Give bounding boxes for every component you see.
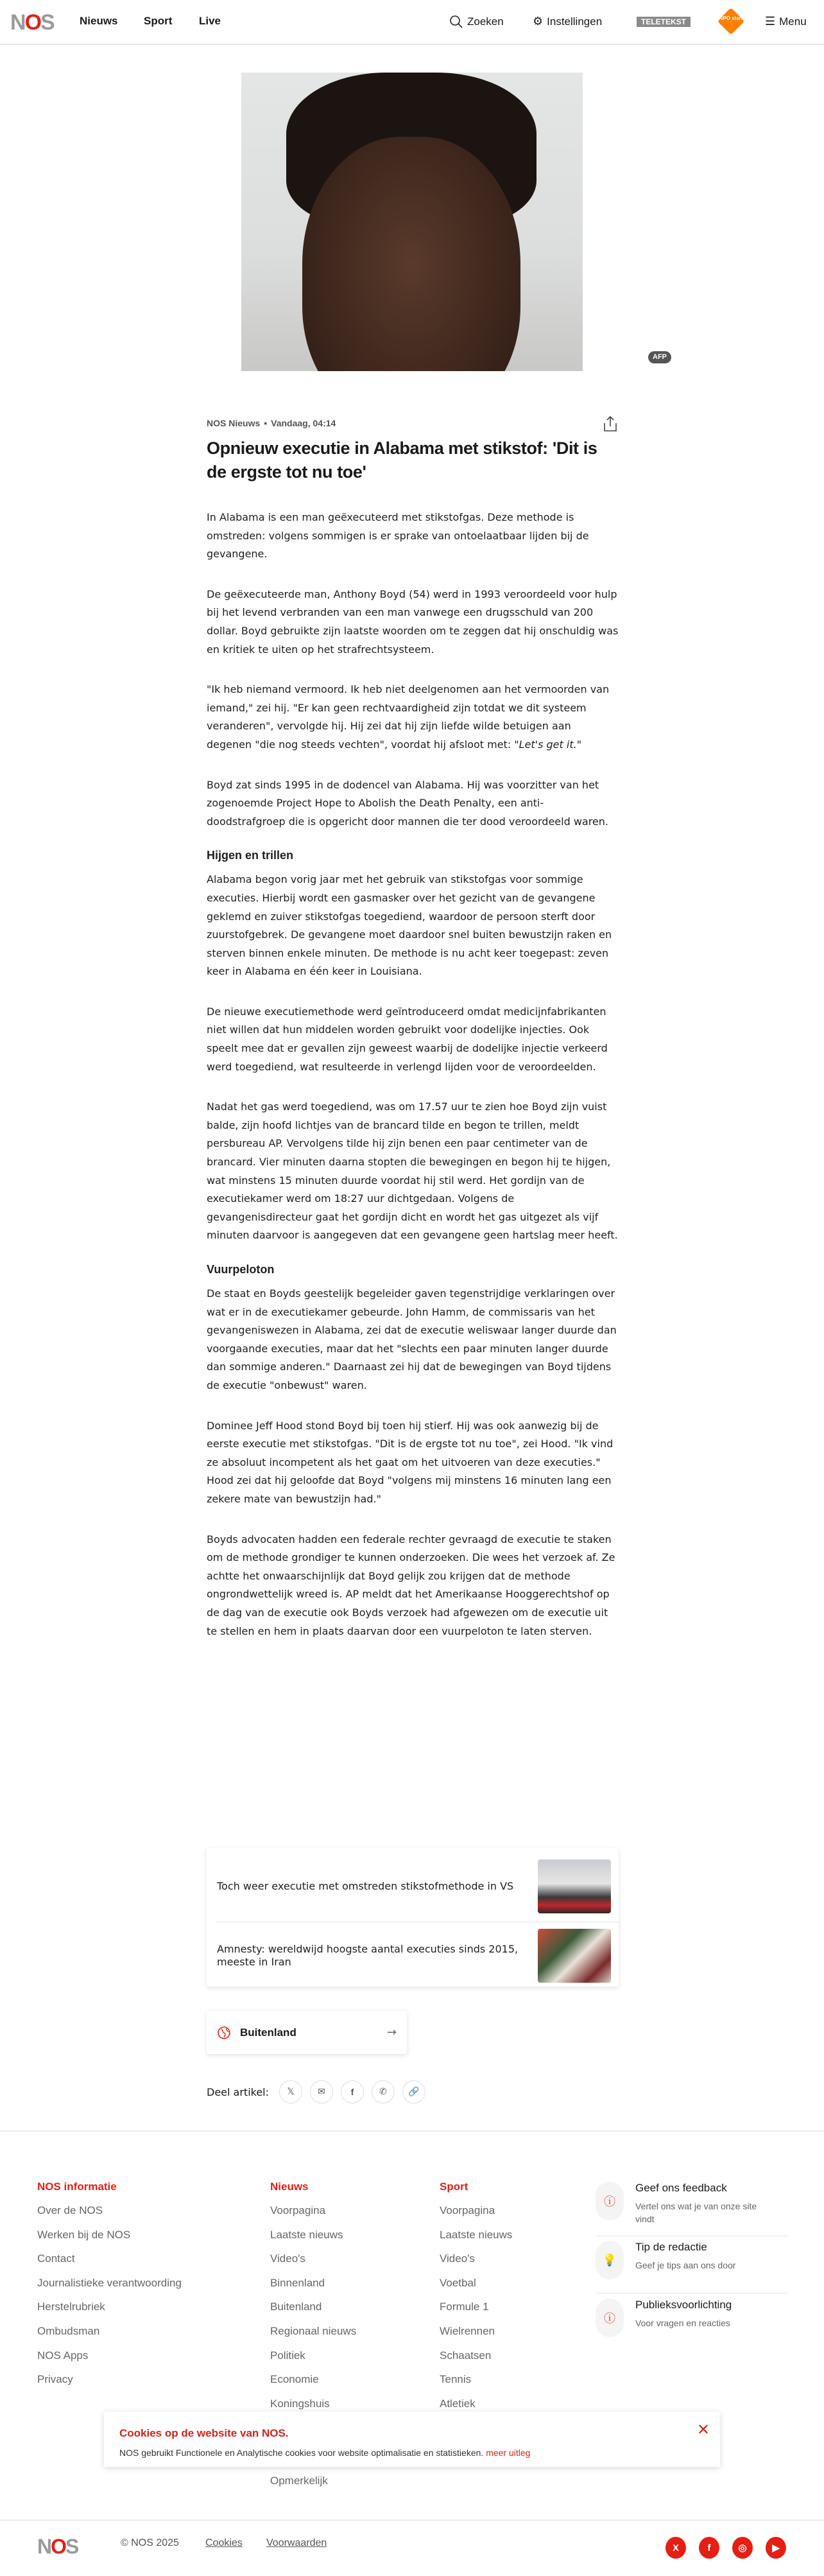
nav-sport[interactable]: Sport xyxy=(144,15,173,27)
quote-end: " xyxy=(576,738,582,751)
share-label: Deel artikel: xyxy=(207,2085,270,2098)
link-icon: 🔗 xyxy=(408,2087,420,2097)
footer-link[interactable]: Voetbal xyxy=(440,2276,476,2289)
footer-link[interactable]: Formule 1 xyxy=(440,2301,489,2313)
menu-label: Menu xyxy=(779,15,807,28)
globe-icon xyxy=(217,2026,231,2040)
footer-link[interactable]: Politiek xyxy=(270,2349,305,2362)
feedback-link[interactable] xyxy=(596,2182,814,2225)
cookie-banner xyxy=(104,2412,720,2467)
paragraph: Boyd zat sinds 1995 in de dodencel van Alabama. Hij was voorzitter van het zogenoemde Project Hope to Abolish the Death Penalty, een anti-doodstrafgroep die is opgericht door mannen die ter dood veroordeeld waren. xyxy=(207,778,608,828)
paragraph: Boyds advocaten hadden een federale rechter gevraagd de executie te staken om de methode grondiger te kunnen onderzoeken. Die wees het verzoek af. Ze achtte het onwaarschijnlijk dat Boyd gelijk zou krijgen dat de methode ongrondwettelijk wreed is. AP meldt dat het Amerikaanse Hooggerechtshof op de dag van de executie ook Boyds verzoek had afgewezen om de executie uit te stellen en hem in plaats daarvan door een vuurpeloton te laten sterven. xyxy=(207,1533,615,1637)
site-header xyxy=(0,0,824,45)
quote-italic: Let's get it. xyxy=(519,738,577,751)
footer-link[interactable]: Binnenland xyxy=(270,2276,325,2289)
nav-nieuws[interactable]: Nieuws xyxy=(80,15,118,27)
publieks-sub: Voor vragen en reacties xyxy=(635,2318,730,2328)
footer-link[interactable]: Regionaal nieuws xyxy=(270,2324,357,2337)
article-photo xyxy=(241,73,583,371)
whatsapp-icon: ✆ xyxy=(379,2087,387,2097)
settings-label: Instellingen xyxy=(547,15,603,28)
related-thumbnail xyxy=(538,1929,611,1983)
lightbulb-icon: 💡 xyxy=(596,2241,624,2279)
article-body xyxy=(207,509,619,1662)
footer-link[interactable]: Buitenland xyxy=(270,2301,322,2313)
share-icon[interactable] xyxy=(602,415,619,433)
arrow-right-icon: → xyxy=(386,2026,397,2039)
footer-link[interactable]: Herstelrubriek xyxy=(37,2301,105,2313)
share-facebook-button[interactable] xyxy=(341,2080,364,2103)
footer-link[interactable]: Ombudsman xyxy=(37,2324,100,2337)
footer-link[interactable]: Voorpagina xyxy=(440,2204,495,2216)
paragraph: De nieuwe executiemethode werd geïntroduceerd omdat medicijnfabrikanten niet willen dat hun middelen worden gebruikt voor dodelijke injecties. Ook speelt mee dat er gevallen zijn geweest waarbij de dodelijke injectie verkeerd werd toegediend, wat resulteerde in verlengd lijden voor de veroordeelden. xyxy=(207,1005,608,1073)
related-title: Toch weer executie met omstreden stikstofmethode in VS xyxy=(217,1880,514,1892)
footer-link[interactable]: Tennis xyxy=(440,2373,472,2386)
terms-link[interactable]: Voorwaarden xyxy=(266,2537,327,2548)
footer-col-sport xyxy=(440,2180,512,2421)
related-thumbnail xyxy=(538,1859,611,1913)
footer-link[interactable]: Economie xyxy=(270,2373,319,2386)
footer-link[interactable]: NOS Apps xyxy=(37,2349,89,2362)
feedback-icon: ⓘ xyxy=(596,2182,624,2220)
paragraph: Dominee Jeff Hood stond Boyd bij toen hij stierf. Hij was ook aanwezig bij de eerste executie met stikstofgas. "Dit is de ergste tot nu toe", zei Hood. "Ik vind ze absoluut incompetent als het gaat om het uitvoeren van deze executies." Hood zei dat hij geloofde dat Boyd "volgens mij minstens 16 minuten lang een zekere mate van bewustzijn had." xyxy=(207,1419,614,1505)
cookie-text: NOS gebruikt Functionele en Analytische cookies voor website optimalisatie en statistieken. xyxy=(119,2448,484,2458)
cookie-title: Cookies op de website van NOS. xyxy=(119,2427,289,2439)
publieks-title: Publieksvoorlichting xyxy=(635,2299,732,2311)
paragraph: Alabama begon vorig jaar met het gebruik van stikstofgas voor sommige executies. Hierbij wordt een gasmasker over het gezicht van de gevangene geklemd en zuiver stikstofgas toegediend, waardoor de persoon sterft door zuurstofgebrek. De gevangene moet daardoor snel buiten bewustzijn raken en sterven binnen enkele minuten. De methode is nu acht keer toegepast: zeven keer in Alabama en één keer in Louisiana. xyxy=(207,873,612,978)
footer-link[interactable]: Atletiek xyxy=(440,2397,476,2410)
related-articles xyxy=(207,1848,619,1987)
x-social-icon[interactable]: X xyxy=(665,2537,686,2559)
copyright: © NOS 2025 xyxy=(121,2537,179,2548)
footer-link[interactable]: Video's xyxy=(440,2252,475,2265)
cookie-text-row xyxy=(119,2448,705,2458)
npo-diamond xyxy=(717,8,744,35)
cookies-link[interactable]: Cookies xyxy=(205,2537,243,2548)
footer-heading: Sport xyxy=(440,2180,468,2193)
share-bar xyxy=(207,2080,433,2103)
paragraph: De geëxecuteerde man, Anthony Boyd (54) werd in 1993 veroordeeld voor hulp bij het levend verbranden van een man vanwege een drugsschuld van 200 dollar. Boyd gebruikte zijn laatste woorden om te zeggen dat hij onschuldig was en kritiek te uiten op het strafrechtsysteem. xyxy=(207,587,619,656)
footer-link[interactable]: Laatste nieuws xyxy=(270,2228,343,2241)
settings-button[interactable] xyxy=(533,15,602,28)
nos-logo[interactable]: NOS xyxy=(10,10,54,35)
cookie-more-link[interactable]: meer uitleg xyxy=(486,2448,531,2458)
article-time: Vandaag, 04:14 xyxy=(271,418,336,428)
footer-link[interactable]: Schaatsen xyxy=(440,2349,492,2362)
x-icon: 𝕏 xyxy=(287,2087,295,2097)
menu-button[interactable] xyxy=(765,15,807,28)
close-icon[interactable]: ✕ xyxy=(696,2421,710,2439)
publieksvoorlichting-link[interactable] xyxy=(596,2299,814,2337)
tip-sub: Geef je tips aan ons door xyxy=(635,2260,736,2270)
section-heading: Hijgen en trillen xyxy=(207,849,294,862)
feedback-sub: Vertel ons wat je van onze site vindt xyxy=(635,2201,757,2224)
article-title: Opnieuw executie in Alabama met stikstof: 'Dit is de ergste tot nu toe' xyxy=(207,439,597,482)
quote-text: "Ik heb niemand vermoord. Ik heb niet deelgenomen aan het vermoorden van iemand," zei hij. "Er kan geen rechtvaardigheid zijn totdat we dit systeem veranderen", vervolgde hij. Hij zei dat hij zijn liefde wilde betuigen aan degenen "die nog steeds vechten", voordat hij afsloot met: " xyxy=(207,683,610,751)
footer-col-nieuws xyxy=(270,2180,356,2421)
search-label: Zoeken xyxy=(467,15,504,28)
search-icon xyxy=(449,15,463,29)
tip-title: Tip de redactie xyxy=(635,2241,707,2253)
paragraph: De staat en Boyds geestelijk begeleider gaven tegenstrijdige verklaringen over wat er in de executiekamer gebeurde. John Hamm, de commissaris van het gevangeniswezen in Alabama, zei dat de executie weliswaar langer duurde dan voorgaande executies, maar dat het "slechts een paar minuten langer duurde dan sommige anderen." Daarnaast zei hij dat de bewegingen van Boyd tijdens de executie "onbewust" waren. xyxy=(207,1287,617,1391)
footer-bottom-divider xyxy=(0,2519,824,2521)
facebook-social-icon[interactable]: f xyxy=(699,2537,719,2559)
search-button[interactable] xyxy=(449,15,504,29)
npo-start-logo[interactable] xyxy=(718,8,744,34)
share-email-button[interactable] xyxy=(310,2080,333,2103)
nav-live[interactable]: Live xyxy=(199,15,221,27)
copy-link-button[interactable] xyxy=(402,2080,425,2103)
info-icon: ⓘ xyxy=(596,2299,624,2337)
mail-icon: ✉ xyxy=(318,2087,325,2097)
footer-link[interactable]: Koningshuis xyxy=(270,2397,330,2410)
topic-label: Buitenland xyxy=(240,2026,296,2039)
related-article-link[interactable] xyxy=(217,1922,619,1989)
photo-face xyxy=(302,137,520,371)
topic-buitenland-link[interactable] xyxy=(207,2011,407,2054)
share-whatsapp-button[interactable] xyxy=(372,2080,395,2103)
instagram-social-icon[interactable]: ◎ xyxy=(732,2537,753,2559)
paragraph xyxy=(207,681,619,754)
meta-separator: • xyxy=(264,418,268,428)
related-article-link[interactable] xyxy=(217,1853,619,1920)
footer-link[interactable]: Wielrennen xyxy=(440,2324,495,2337)
teletekst-link[interactable]: TELETEKST xyxy=(637,17,691,27)
section-heading: Vuurpeloton xyxy=(207,1263,275,1276)
hamburger-icon: ☰ xyxy=(765,15,776,28)
article-source: NOS Nieuws xyxy=(207,418,261,428)
related-title: Amnesty: wereldwijd hoogste aantal executies sinds 2015, meeste in Iran xyxy=(217,1943,519,1968)
footer-col-nos-informatie xyxy=(37,2180,182,2398)
share-x-button[interactable] xyxy=(279,2080,302,2103)
youtube-social-icon[interactable]: ▶ xyxy=(766,2537,786,2559)
footer-link[interactable]: Journalistieke verantwoording xyxy=(37,2276,182,2289)
feedback-title: Geef ons feedback xyxy=(635,2182,727,2194)
footer-link[interactable]: Contact xyxy=(37,2252,75,2265)
article-meta xyxy=(207,418,336,428)
gear-icon: ⚙ xyxy=(533,15,544,28)
paragraph: Nadat het gas werd toegediend, was om 17.57 uur te zien hoe Boyd zijn vuist balde, zijn hoofd lichtjes van de brancard tilde en begon te trillen, meldt persbureau AP. Vervolgens tilde hij zijn benen een paar centimeter van de brancard. Vier minuten daarna stopten die bewegingen en begon hij te hijgen, wat minstens 15 minuten duurde voordat hij stil werd. Het gordijn van de executiekamer werd om 18:27 uur dichtgedaan. Volgens de gevangenisdirecteur gaat het gordijn dicht en wordt het gas uitgezet als vijf minuten daarvoor is aangegeven dat een gevangene geen hartslag meer heeft. xyxy=(207,1101,618,1242)
npo-label: NPO start xyxy=(719,15,743,21)
facebook-icon: f xyxy=(350,2087,354,2097)
footer-nos-logo[interactable]: NOS xyxy=(37,2535,78,2558)
footer-link[interactable]: Voorpagina xyxy=(270,2204,326,2216)
footer-link[interactable]: Video's xyxy=(270,2252,305,2265)
footer-link[interactable]: Opmerkelijk xyxy=(270,2475,328,2487)
footer-link[interactable]: Werken bij de NOS xyxy=(37,2228,131,2241)
footer-link[interactable]: Over de NOS xyxy=(37,2204,103,2216)
footer-link[interactable]: Laatste nieuws xyxy=(440,2228,513,2241)
footer-heading: NOS informatie xyxy=(37,2180,117,2193)
footer-divider xyxy=(0,2130,824,2132)
footer-heading: Nieuws xyxy=(270,2180,309,2193)
photo-credit-badge[interactable]: AFP xyxy=(648,351,671,363)
footer-link[interactable]: Privacy xyxy=(37,2373,73,2386)
tip-redactie-link[interactable] xyxy=(596,2241,814,2279)
paragraph: In Alabama is een man geëxecuteerd met stikstofgas. Deze methode is omstreden: volgens sommigen is er sprake van ontoelaatbaar lijden bij de gevangene. xyxy=(207,511,589,561)
